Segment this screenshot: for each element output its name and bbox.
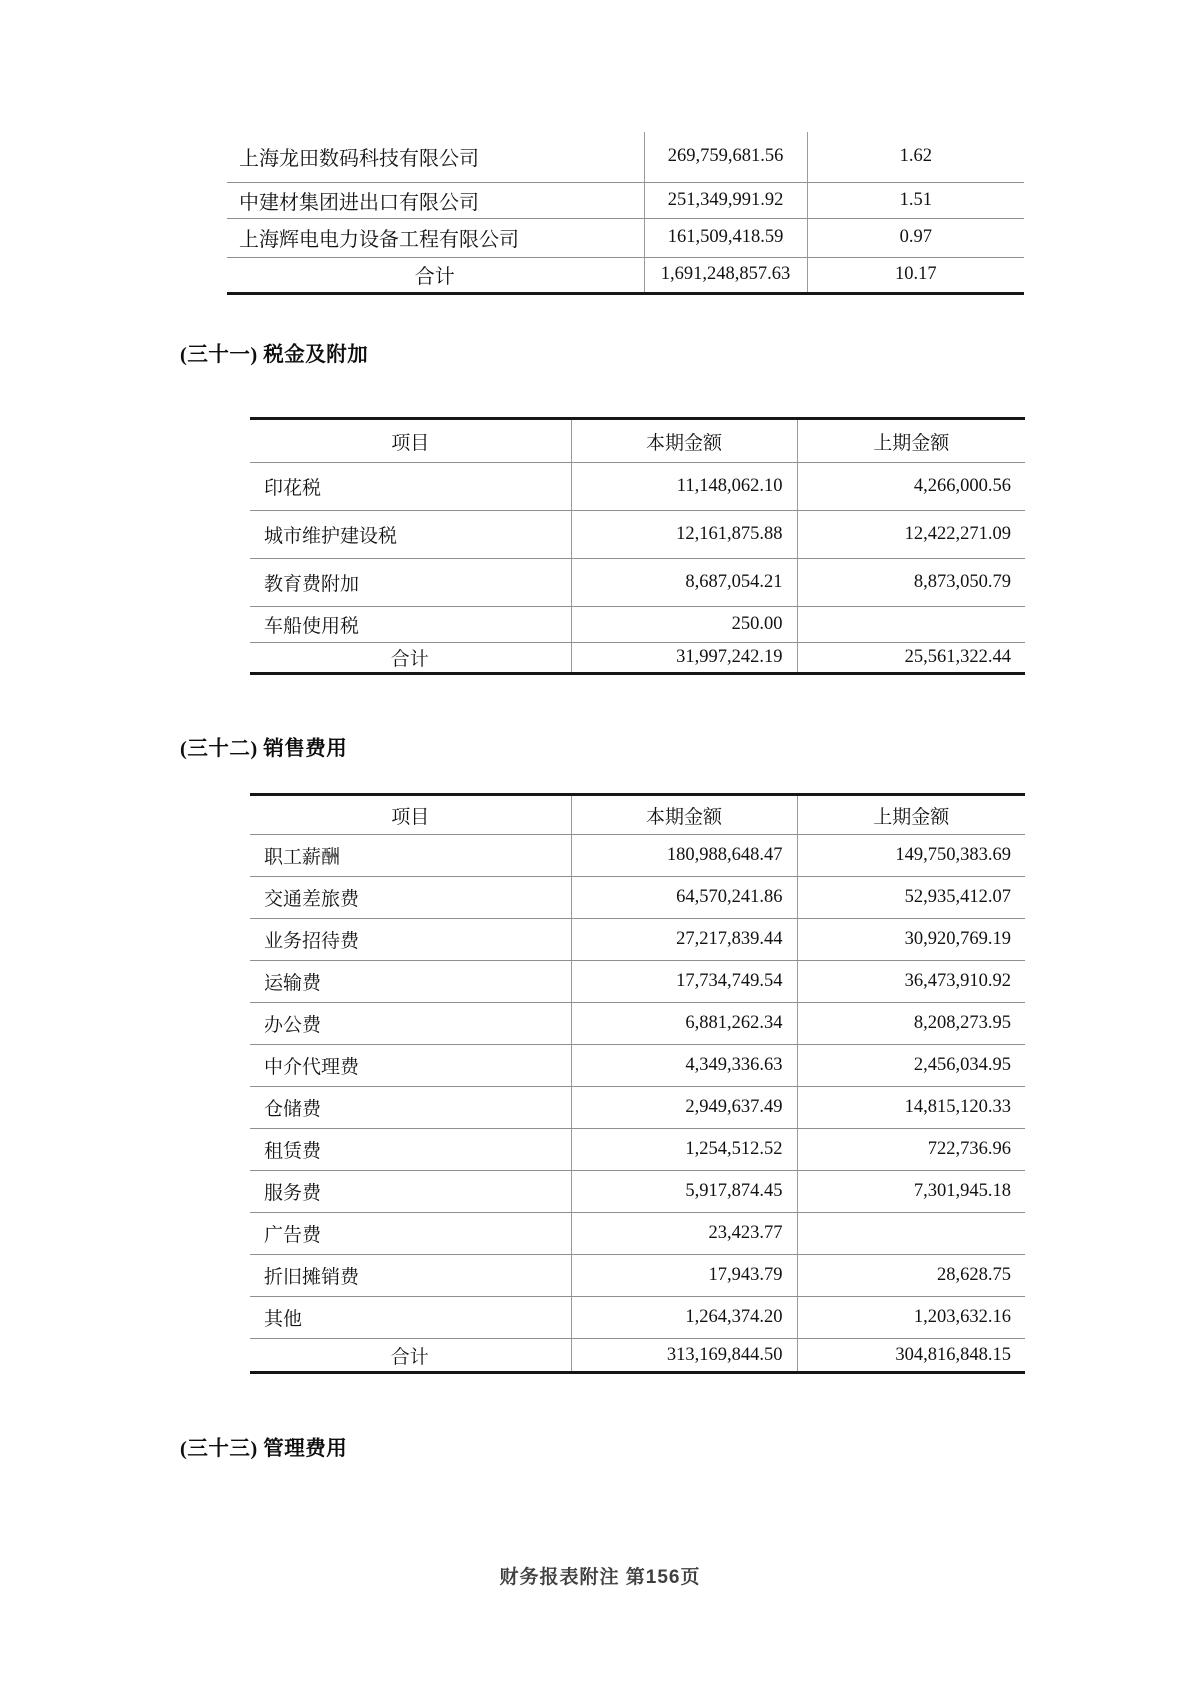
- current-amount-cell: 23,423.77: [571, 1213, 797, 1255]
- section-heading-admin-expenses: (三十三) 管理费用: [180, 1438, 348, 1460]
- table-row: [250, 511, 1025, 559]
- current-amount-cell: 313,169,844.50: [571, 1339, 797, 1373]
- item-cell: 印花税: [250, 463, 571, 511]
- total-label-cell: 合计: [227, 257, 644, 293]
- table-row: [250, 559, 1025, 607]
- table-row: [227, 218, 1024, 257]
- prior-amount-cell: 1,203,632.16: [797, 1297, 1025, 1339]
- item-cell: 广告费: [250, 1213, 571, 1255]
- taxes-surcharges-table: [250, 417, 1025, 675]
- current-amount-cell: 17,734,749.54: [571, 961, 797, 1003]
- item-cell: 车船使用税: [250, 607, 571, 643]
- table-header-row: [250, 419, 1025, 463]
- prior-amount-cell: 36,473,910.92: [797, 961, 1025, 1003]
- total-row: [250, 1339, 1025, 1373]
- table-row: [250, 1045, 1025, 1087]
- company-name-cell: 中建材集团进出口有限公司: [227, 182, 644, 218]
- item-header-cell: 项目: [250, 795, 571, 835]
- current-amount-cell: 17,943.79: [571, 1255, 797, 1297]
- item-cell: 折旧摊销费: [250, 1255, 571, 1297]
- section-heading-selling-expenses: (三十二) 销售费用: [180, 738, 348, 760]
- total-label-cell: 合计: [250, 1339, 571, 1373]
- item-cell: 租赁费: [250, 1129, 571, 1171]
- table-row: [250, 1213, 1025, 1255]
- table-row: [250, 961, 1025, 1003]
- prior-amount-cell: 52,935,412.07: [797, 877, 1025, 919]
- ratio-cell: 10.17: [807, 257, 1024, 293]
- ratio-cell: 0.97: [807, 218, 1024, 257]
- table-row: [250, 1171, 1025, 1213]
- table-row: [250, 919, 1025, 961]
- item-cell: 其他: [250, 1297, 571, 1339]
- amount-cell: 1,691,248,857.63: [644, 257, 807, 293]
- total-row: [227, 257, 1024, 293]
- current-amount-cell: 180,988,648.47: [571, 835, 797, 877]
- current-amount-cell: 250.00: [571, 607, 797, 643]
- current-header-cell: 本期金额: [571, 795, 797, 835]
- item-cell: 城市维护建设税: [250, 511, 571, 559]
- item-header-cell: 项目: [250, 419, 571, 463]
- table-row: [250, 1087, 1025, 1129]
- current-amount-cell: 4,349,336.63: [571, 1045, 797, 1087]
- item-cell: 办公费: [250, 1003, 571, 1045]
- amount-cell: 251,349,991.92: [644, 182, 807, 218]
- item-cell: 仓储费: [250, 1087, 571, 1129]
- prior-amount-cell: 14,815,120.33: [797, 1087, 1025, 1129]
- prior-header-cell: 上期金额: [797, 795, 1025, 835]
- item-cell: 中介代理费: [250, 1045, 571, 1087]
- current-amount-cell: 64,570,241.86: [571, 877, 797, 919]
- current-amount-cell: 1,264,374.20: [571, 1297, 797, 1339]
- table-row: [250, 1297, 1025, 1339]
- table-row: [227, 182, 1024, 218]
- amount-cell: 161,509,418.59: [644, 218, 807, 257]
- current-amount-cell: 6,881,262.34: [571, 1003, 797, 1045]
- prior-amount-cell: 304,816,848.15: [797, 1339, 1025, 1373]
- table-row: [250, 1129, 1025, 1171]
- prior-amount-cell: [797, 1213, 1025, 1255]
- prior-amount-cell: 7,301,945.18: [797, 1171, 1025, 1213]
- company-name-cell: 上海龙田数码科技有限公司: [227, 132, 644, 182]
- prior-amount-cell: 2,456,034.95: [797, 1045, 1025, 1087]
- item-cell: 服务费: [250, 1171, 571, 1213]
- table-row: [250, 607, 1025, 643]
- table-header-row: [250, 795, 1025, 835]
- table-row: [250, 463, 1025, 511]
- prior-amount-cell: 4,266,000.56: [797, 463, 1025, 511]
- company-name-cell: 上海辉电电力设备工程有限公司: [227, 218, 644, 257]
- current-header-cell: 本期金额: [571, 419, 797, 463]
- current-amount-cell: 31,997,242.19: [571, 643, 797, 674]
- table-row: [250, 877, 1025, 919]
- page-footer: 财务报表附注 第156页: [499, 1567, 701, 1588]
- item-cell: 职工薪酬: [250, 835, 571, 877]
- customer-concentration-table: [227, 132, 1024, 295]
- total-row: [250, 643, 1025, 674]
- prior-amount-cell: 149,750,383.69: [797, 835, 1025, 877]
- item-cell: 运输费: [250, 961, 571, 1003]
- table-row: [250, 835, 1025, 877]
- current-amount-cell: 11,148,062.10: [571, 463, 797, 511]
- current-amount-cell: 27,217,839.44: [571, 919, 797, 961]
- prior-amount-cell: 12,422,271.09: [797, 511, 1025, 559]
- current-amount-cell: 1,254,512.52: [571, 1129, 797, 1171]
- prior-amount-cell: 30,920,769.19: [797, 919, 1025, 961]
- item-cell: 业务招待费: [250, 919, 571, 961]
- current-amount-cell: 8,687,054.21: [571, 559, 797, 607]
- ratio-cell: 1.51: [807, 182, 1024, 218]
- current-amount-cell: 2,949,637.49: [571, 1087, 797, 1129]
- prior-amount-cell: 8,208,273.95: [797, 1003, 1025, 1045]
- selling-expenses-table: [250, 793, 1025, 1374]
- table-row: [227, 132, 1024, 182]
- section-heading-taxes-surcharges: (三十一) 税金及附加: [180, 344, 369, 366]
- item-cell: 交通差旅费: [250, 877, 571, 919]
- prior-amount-cell: 25,561,322.44: [797, 643, 1025, 674]
- item-cell: 教育费附加: [250, 559, 571, 607]
- prior-amount-cell: [797, 607, 1025, 643]
- prior-amount-cell: 8,873,050.79: [797, 559, 1025, 607]
- amount-cell: 269,759,681.56: [644, 132, 807, 182]
- prior-amount-cell: 28,628.75: [797, 1255, 1025, 1297]
- prior-amount-cell: 722,736.96: [797, 1129, 1025, 1171]
- ratio-cell: 1.62: [807, 132, 1024, 182]
- table-row: [250, 1003, 1025, 1045]
- current-amount-cell: 5,917,874.45: [571, 1171, 797, 1213]
- total-label-cell: 合计: [250, 643, 571, 674]
- table-row: [250, 1255, 1025, 1297]
- prior-header-cell: 上期金额: [797, 419, 1025, 463]
- current-amount-cell: 12,161,875.88: [571, 511, 797, 559]
